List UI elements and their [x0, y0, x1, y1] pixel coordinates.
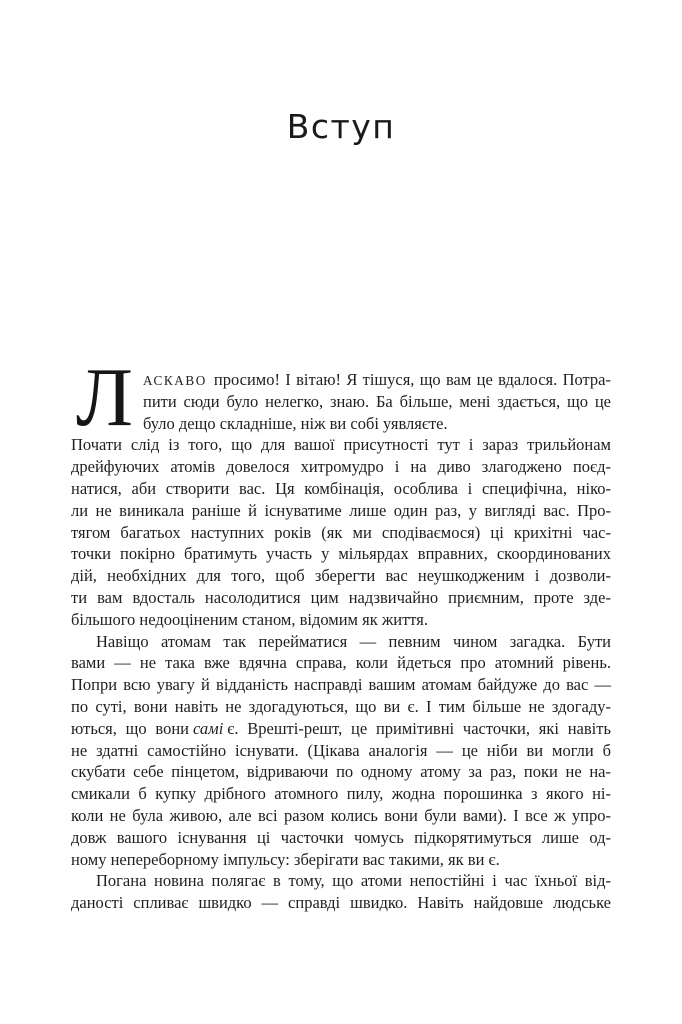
text-line: скубати себе пінцетом, відриваючи по одному атому за раз, поки не на- — [71, 762, 611, 782]
text-line: тягом багатьох наступних років (як ми сподіваємося) ці крихітні час- — [71, 522, 611, 542]
text-line: ти вам вдосталь насолодитися цим надзвичайно приємним, проте зде- — [71, 587, 611, 607]
text-line — [71, 718, 611, 740]
text-line: Почати слід із того, що для вашої присутності тут і зараз трильйонам — [71, 435, 611, 455]
text-line-fragment: є. Врешті-решт, це примітивні часточки, які навіть — [227, 718, 611, 738]
drop-cap-letter: Л — [76, 351, 133, 444]
text-line: смикали б купку дрібного атомного пилу, жодна порошинка з якого ні- — [71, 784, 611, 804]
paragraph-3 — [71, 631, 611, 871]
paragraph-2 — [71, 434, 611, 630]
text-line: не здатні самостійно існувати. (Цікава аналогія — це ніби ви могли б — [71, 740, 611, 760]
text-line: довж вашого існування ці часточки чомусь підкорятимуться лише од- — [71, 827, 611, 847]
text-line-fragment: просимо! І вітаю! Я тішуся, що вам це вдалося. Потра- — [213, 370, 611, 389]
text-line: вами — не така вже вдячна справа, коли йдеться про атомний рівень. — [71, 653, 611, 673]
text-line-fragment: ються, що вони — [71, 718, 190, 738]
paragraph-4 — [71, 870, 611, 914]
text-line: більшого недооціненим станом, відомим як життя. — [71, 609, 428, 629]
text-line: по суті, вони навіть не здогадуються, що ви є. І тим більше не здогаду- — [71, 696, 611, 716]
text-line: Навіщо атомам так перейматися — певним чином загадка. Бути — [96, 631, 611, 651]
text-line: пити сюди було нелегко, знаю. Ба більше, мені здається, що це — [143, 391, 611, 411]
text-line: було дещо складніше, ніж ви собі уявляєте. — [143, 413, 448, 433]
text-line: ли не виникала раніше й існуватиме лише один раз, у вигляді вас. Про- — [71, 500, 611, 520]
text-line: Попри всю увагу й відданість насправді вашим атомам байдуже до вас — — [71, 675, 611, 695]
text-line: коли не була живою, але всі разом колись вони були вами). І все ж упро- — [71, 805, 611, 825]
text-line: натися, аби створити вас. Ця комбінація, особлива і специфічна, ніко- — [71, 478, 611, 498]
chapter-title: Вступ — [286, 107, 396, 147]
text-line: Погана новина полягає в тому, що атоми непостійні і час їхньої від- — [96, 871, 611, 891]
text-line: дрейфуючих атомів довелося хитромудро і на диво злагоджено поєд- — [71, 457, 611, 477]
text-line: дій, необхідних для того, щоб зберегти вас неушкодженим і дозволи- — [71, 566, 611, 586]
text-line: ному непереборному імпульсу: зберігати вас такими, як ви є. — [71, 849, 500, 869]
paragraph-1 — [71, 351, 611, 444]
smallcaps-lead-in: АСКАВО — [143, 373, 207, 388]
text-line — [143, 369, 611, 391]
italic-word: самі — [193, 718, 224, 738]
body-text — [71, 351, 611, 914]
text-line: точки покірно братимуть участь у мільярдах вправних, скоординованих — [71, 544, 611, 564]
text-line: даності спливає швидко — справді швидко. Навіть найдовше людське — [71, 893, 611, 913]
